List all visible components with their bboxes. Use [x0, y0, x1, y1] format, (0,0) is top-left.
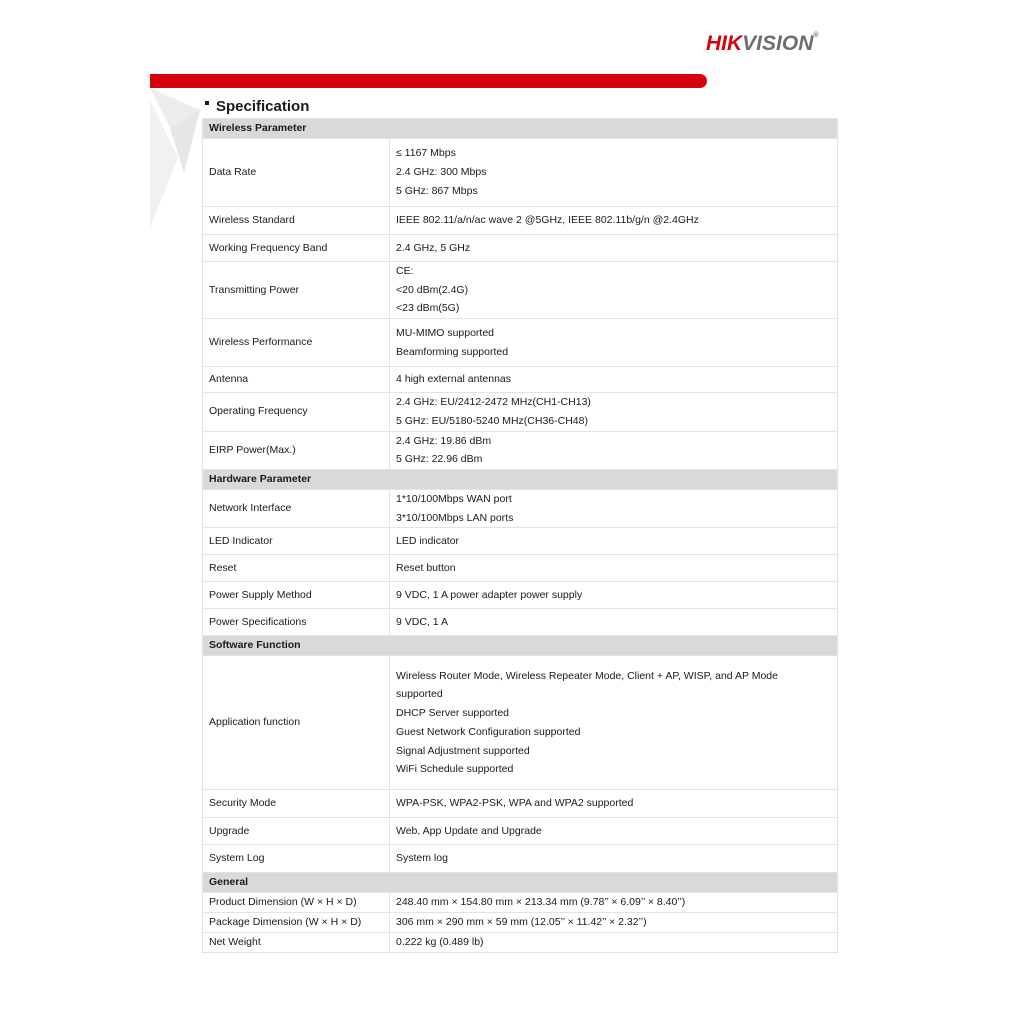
spec-row [203, 818, 838, 845]
spec-row [203, 207, 838, 235]
spec-value-line: 2.4 GHz: 19.86 dBm [396, 434, 492, 447]
section-header [203, 873, 838, 893]
spec-value [390, 818, 838, 845]
spec-value-line: <20 dBm(2.4G) [396, 283, 469, 296]
spec-row [203, 319, 838, 367]
spec-value [390, 913, 838, 933]
spec-value [390, 262, 838, 319]
spec-value-line: ≤ 1167 Mbps [396, 147, 456, 160]
spec-row [203, 582, 838, 609]
spec-value-line: Reset button [396, 561, 456, 574]
hikvision-logo [706, 32, 819, 56]
spec-row [203, 235, 838, 262]
page-title-text: Specification [216, 98, 310, 115]
spec-value-line: MU-MIMO supported [396, 326, 495, 339]
spec-key: Reset [203, 555, 390, 582]
spec-key: Power Supply Method [203, 582, 390, 609]
spec-value-line: 306 mm × 290 mm × 59 mm (12.05’’ × 11.42’’ × 2.32’’) [396, 916, 647, 929]
spec-value-line: Signal Adjustment supported [396, 744, 530, 757]
spec-value [390, 790, 838, 818]
spec-value [390, 845, 838, 873]
spec-value-line: LED indicator [396, 534, 460, 547]
spec-key: System Log [203, 845, 390, 873]
spec-value-line: 5 GHz: 867 Mbps [396, 184, 478, 197]
spec-value-line: 5 GHz: EU/5180-5240 MHz(CH36-CH48) [396, 414, 588, 427]
spec-value [390, 582, 838, 609]
spec-value [390, 393, 838, 431]
spec-row [203, 431, 838, 469]
spec-row [203, 139, 838, 207]
spec-row [203, 393, 838, 431]
section-title: Software Function [203, 636, 838, 656]
spec-value-line: DHCP Server supported [396, 707, 510, 720]
spec-value-line: Beamforming supported [396, 345, 509, 358]
spec-value-line: 3*10/100Mbps LAN ports [396, 511, 514, 524]
spec-key: Upgrade [203, 818, 390, 845]
spec-value-line: Guest Network Configuration supported [396, 725, 581, 738]
spec-key: Wireless Performance [203, 319, 390, 367]
spec-value [390, 235, 838, 262]
spec-key: Power Specifications [203, 609, 390, 636]
section-header [203, 636, 838, 656]
spec-value-line: IEEE 802.11/a/n/ac wave 2 @5GHz, IEEE 802.11b/g/n @2.4GHz [396, 214, 699, 227]
title-bullet-icon [205, 101, 209, 105]
spec-value [390, 319, 838, 367]
spec-value [390, 555, 838, 582]
section-title: General [203, 873, 838, 893]
spec-key: Data Rate [203, 139, 390, 207]
spec-row [203, 790, 838, 818]
spec-value-line: 2.4 GHz, 5 GHz [396, 241, 471, 254]
spec-value-line: 9 VDC, 1 A [396, 615, 448, 628]
spec-key: Application function [203, 656, 390, 790]
registered-mark: ® [813, 32, 819, 39]
spec-row [203, 489, 838, 527]
spec-row [203, 845, 838, 873]
spec-value-line: 1*10/100Mbps WAN port [396, 492, 512, 505]
spec-value [390, 489, 838, 527]
spec-row [203, 555, 838, 582]
spec-key: Security Mode [203, 790, 390, 818]
spec-key: EIRP Power(Max.) [203, 431, 390, 469]
spec-value-line: 4 high external antennas [396, 373, 512, 386]
spec-value-line: WiFi Schedule supported [396, 763, 514, 776]
specification-table [202, 118, 838, 953]
decorative-arrow-graphic [148, 88, 208, 233]
spec-row [203, 893, 838, 913]
spec-value [390, 139, 838, 207]
spec-row [203, 528, 838, 555]
spec-row [203, 609, 838, 636]
spec-value-line: 2.4 GHz: 300 Mbps [396, 166, 487, 179]
spec-row [203, 933, 838, 953]
spec-value-line: 248.40 mm × 154.80 mm × 213.34 mm (9.78’’ × 6.09’’ × 8.40’’) [396, 896, 686, 909]
spec-value-line: <23 dBm(5G) [396, 302, 460, 315]
spec-value-line: Web, App Update and Upgrade [396, 824, 542, 837]
spec-key: Package Dimension (W × H × D) [203, 913, 390, 933]
spec-key: Product Dimension (W × H × D) [203, 893, 390, 913]
spec-row [203, 913, 838, 933]
page-title [205, 98, 309, 115]
spec-value [390, 367, 838, 393]
spec-value-line: 0.222 kg (0.489 lb) [396, 936, 484, 949]
spec-row [203, 367, 838, 393]
spec-key: Transmitting Power [203, 262, 390, 319]
section-header [203, 469, 838, 489]
spec-key: Network Interface [203, 489, 390, 527]
spec-key: Working Frequency Band [203, 235, 390, 262]
spec-value-line: System log [396, 852, 448, 865]
spec-value [390, 528, 838, 555]
spec-value-line: supported [396, 688, 443, 701]
header-red-bar [150, 74, 707, 88]
logo-part-1: HIK [706, 32, 743, 55]
section-title: Wireless Parameter [203, 119, 838, 139]
spec-value-line: 9 VDC, 1 A power adapter power supply [396, 588, 583, 601]
spec-value [390, 609, 838, 636]
spec-row [203, 656, 838, 790]
spec-value-line: WPA-PSK, WPA2-PSK, WPA and WPA2 supported [396, 797, 634, 810]
spec-key: Operating Frequency [203, 393, 390, 431]
spec-value-line: Wireless Router Mode, Wireless Repeater Mode, Client + AP, WISP, and AP Mode [396, 669, 778, 682]
spec-value [390, 431, 838, 469]
spec-value [390, 933, 838, 953]
spec-value [390, 656, 838, 790]
section-title: Hardware Parameter [203, 469, 838, 489]
spec-value-line: 5 GHz: 22.96 dBm [396, 453, 483, 466]
spec-key: LED Indicator [203, 528, 390, 555]
logo-part-2: VISION [742, 32, 814, 55]
section-header [203, 119, 838, 139]
spec-value [390, 893, 838, 913]
spec-key: Antenna [203, 367, 390, 393]
spec-key: Net Weight [203, 933, 390, 953]
spec-value-line: CE: [396, 265, 414, 277]
spec-key: Wireless Standard [203, 207, 390, 235]
spec-row [203, 262, 838, 319]
spec-value-line: 2.4 GHz: EU/2412-2472 MHz(CH1-CH13) [396, 396, 591, 409]
spec-value [390, 207, 838, 235]
